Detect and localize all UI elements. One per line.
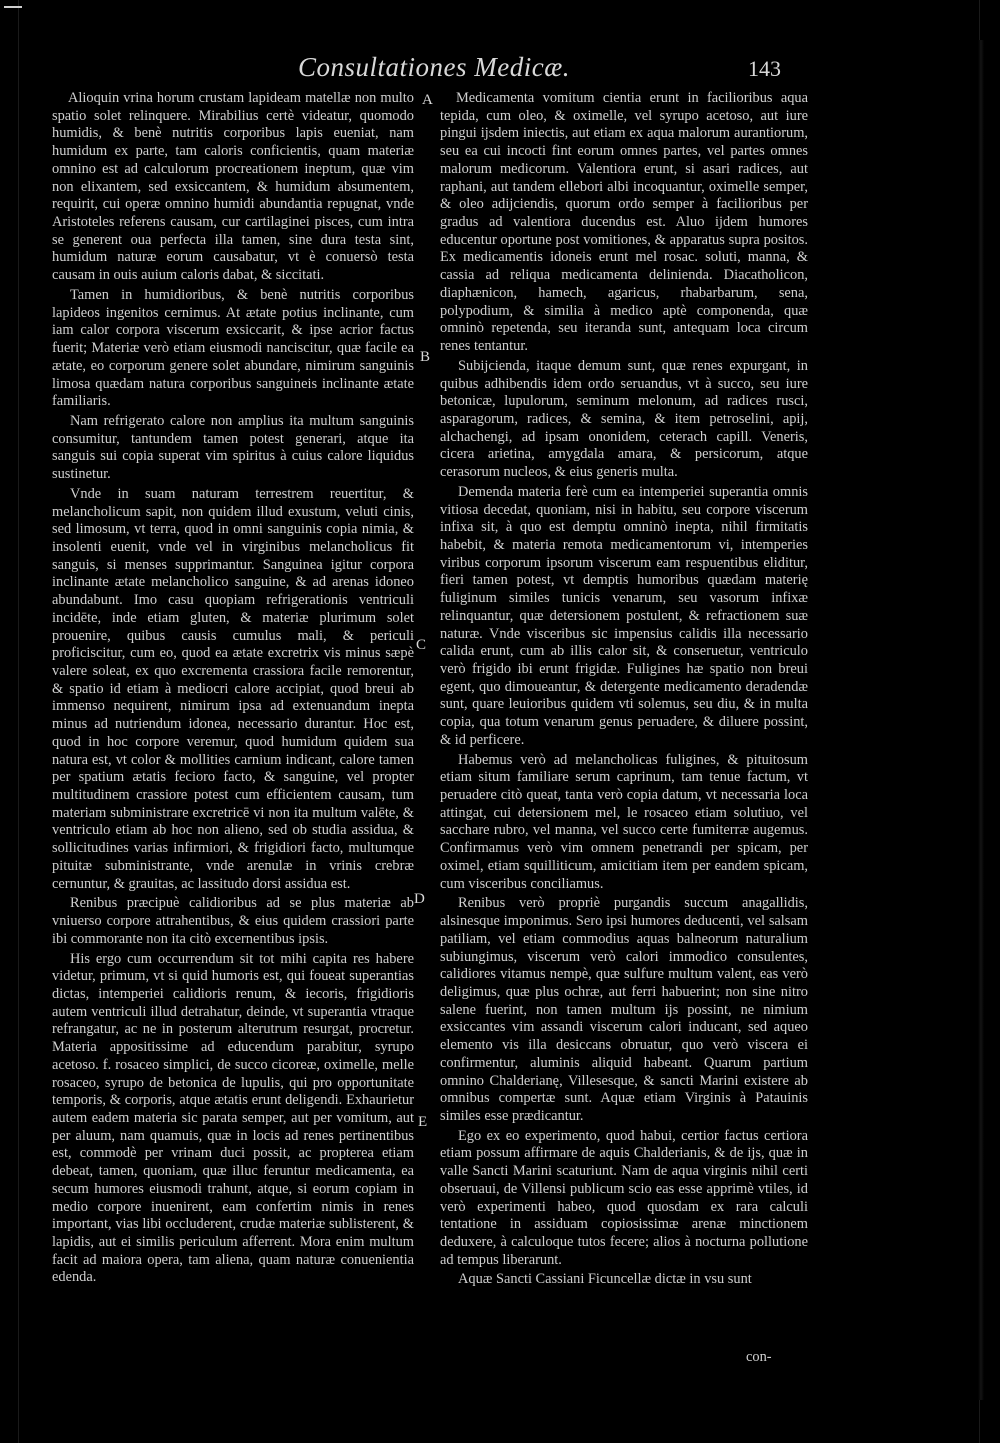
paragraph: Aquæ Sancti Cassiani Ficuncellæ dictæ in vsu sunt bbox=[458, 1271, 752, 1288]
paragraph: Medicamenta vomitum cientia erunt in facilioribus aqua tepida, cum oleo, & oximelle, vel syrupo acetoso, aut iure pingui ijsdem iniectis, aut etiam ex aqua malorum aurantiorum, seu ea cui incocti fint eorum omnes partes, vel partes omnes malorum medicorum. Valentiora erunt, si asari radices, aut raphani, aut tandem ellebori albi incoquantur, oximelle semper, & oleo adijciendis, quorum ordo semper à facilioribus per gradus ad valentiora ducendus est. Aluo ijdem humores educentur oportune post vomitiones, & apparatus supra positos. Ex medicamentis idoneis erunt mel rosac. soluti, manna, & cassia ad reliqua medicamenta delinienda. Diacatholicon, diaphænicon, hamech, agaricus, rhabarbarum, sena, polypodium, & similia à medico aptè componenda, quæ omninò repetenda, seu iteranda sunt, antequam loca circum renes tentantur. bbox=[440, 90, 808, 355]
margin-letter-d: D bbox=[414, 891, 425, 907]
corner-mark bbox=[4, 6, 22, 8]
paragraph: Renibus verò propriè purgandis succum anagallidis, alsinesque imponimus. Sero ipsi humores deducenti, vel salsam patiliam, vel etiam commodius aquas balneorum naturalium subiungimus, viscerum verò calori immodico consulentes, calidiores vitamus nempè, quæ sulfure multum valent, eas verò deligimus, quæ plus ochræ, aut ferri habuerint; non sine nitro salene fuerint, non tamen multum ijs possint, ne nimium exsiccantes vim assandi viscerum calori inducant, sed aqueo elemento vis illa desiccans obruatur, quo verò viscera ei confirmentur, aluminis aliquid habeant. Quarum partium omnino Chalderianę, Villesesque, & sancti Marini existere ab omnibus compertæ sunt. Aquæ etiam Virginis à Patauinis similes esse prædicantur. bbox=[440, 895, 808, 1124]
paragraph: Habemus verò ad melancholicas fuligines, & pituitosum etiam situm familiare serum caprinum, tam tenue factum, vt peruadere citò queat, tanta verò copia datum, vt necessaria loca attingat, cui detersionem mel, le rosaceo etiam solutiuo, vel sacchare rubro, vel manna, vel succo certe fumiterræ augemus. Confirmamus verò vim omnem penetrandi per spicam, per oximel, etiam squilliticum, amicitiam item per eandem spicam, cum visceribus conciliamus. bbox=[440, 751, 808, 892]
paragraph: Tamen in humidioribus, & benè nutritis corporibus lapideos ingenitos cernimus. At ætate potius inclinante, cum iam calor corpora viscerum exsiccarit, & ipse acrior factus fuerit; Materiæ verò etiam eiusmodi nanciscitur, quæ facile ea ætate, eo corporum genere solet abundare, nimirum sanguinis limosa quædam natura corporibus sanguineis inclinante ætate familiaris. bbox=[52, 286, 414, 410]
paragraph: Demenda materia ferè cum ea intemperiei superantia omnis vitiosa decedat, quoniam, nisi in habitu, seu corpore viscerum infixa sit, à quo est demptu omninò inepta, nihil firmitatis habebit, & materia remota medicamentorum vi, intemperies viribus corporum ipsorum viscerum eam respuentibus eliditur, fieri tamen potest, vt demptis humoribus quædam materię fuliginum similes tunicis venarum, seu vasorum infixæ relinquantur, quæ detersionem postulent, & refractionem suæ naturæ. Vnde visceribus sic impensius calidis illa necessario calida erunt, cum ab illis calor sit, & conseruetur, ventriculo verò frigido ibi erunt frigidæ. Fuligines hæ spatio non breui egent, quo dimoueantur, & detergente medicamento deradendæ sunt, quare leuioribus quidem vti solemus, seu diu, & in multa copia, qua totum venarum genus peruadere, & diluere possint, & id perficere. bbox=[440, 483, 808, 748]
right-column bbox=[440, 90, 808, 1291]
running-title: Consultationes Medicæ. bbox=[298, 52, 570, 82]
left-column bbox=[52, 90, 414, 1289]
page-number: 143 bbox=[748, 56, 781, 81]
catchword: con- bbox=[746, 1349, 772, 1365]
paragraph: Vnde in suam naturam terrestrem reuertitur, & melancholicum sapit, non quidem illud exustum, veluti cinis, sed limosum, vt terra, quod in omni sanguinis copia nimia, & insolenti euenit, vnde vel in virginibus melancholicus fit sanguis, si menses supprimantur. Sanguinea igitur corpora inclinante ætate melancholico sanguine, & ad arenas idoneo abundabunt. Imo casu quopiam refrigerationis ventriculi incidēte, inde etiam gluten, & materiæ plurimum solet prouenire, quibus causis cumulus mali, & periculi proficiscitur, cum eo, quod ea ætate excretrix vis minus sæpè valere soleat, ex quo excrementa crassiora facile remorentur, & spatio id etiam à mediocri calore accipiat, quod breui ab immenso nequirent, nimirum ipsa ad extenuandum inepta minus ad nutriendum idonea, necessario durantur. Hoc est, quod in hoc corpore veremur, quod humidum quidem sua natura est, vt color & mollities carnium indicant, calore tamen per spatium ætatis fecioro facto, & sanguine, vel propter multitudinem crassiore potest cum efficientem causam, tum materiam subministrare excretricē vi non ita multum valēte, & ventriculo etiam ab hoc non alieno, sed ob studia assidua, & sollicitudines varias infirmiori, & frigidiori facto, multumque pituitæ subministrante, vnde arenulæ in vrinis crebræ cernuntur, & grauitas, ac lassitudo dorsi assidua est. bbox=[52, 485, 414, 892]
paragraph: Alioquin vrina horum crustam lapideam matellæ non multo spatio solet relinquere. Mirabilius certè videatur, quomodo humidis, & benè nutritis corporibus lapis eueniat, nam humidum ex parte, tam caloris conficientis, quam materiæ omnino est ad calculorum procreationem ineptum, quæ vim non elixantem, sed exsiccantem, & humidum absumentem, requirit, cui operæ omnino humidi abundantia repugnat, vnde Aristoteles referens causam, cur cartilaginei pisces, cum intra se generent oua perfecta illa tamen, sine dura testa sint, humidum naturæ eorum causabatur, vt è conuersò testa causam in ouis auium caloris dabat, & siccitati. bbox=[52, 90, 414, 284]
paragraph: Subijcienda, itaque demum sunt, quæ renes expurgant, in quibus adhibendis idem ordo seruandus, vt à succo, seu iure betonicæ, lupulorum, seminum melonum, ad radices rusci, asparagorum, radices, & semina, & item petroselini, apij, alchachengi, ad ipsam ononidem, ceterach capill. Veneris, cicera arietina, amygdala amara, & persicorum, atque cerasorum nucleos, & eius generis multa. bbox=[440, 357, 808, 481]
paragraph: His ergo cum occurrendum sit tot mihi capita res habere videtur, primum, vt si quid humoris est, qui foueat superantias dictas, intemperiei calidioris renum, & iecoris, frigidioris autem ventriculi illud detrahatur, deinde, vt superantia vtraque refrangatur, ac ne in posterum alterutrum resurgat, procretur. Materia appositissime ad educendum parabitur, syrupo acetoso. f. rosaceo simplici, de succo cicoreæ, oximelle, melle rosaceo, syrupo de betonica de lupulis, qui pro opportunitate temporis, & corporis, atque ætatis erunt deligendi. Exhaurietur autem eadem materia sic parata semper, aut per vomitum, aut per aluum, nam quamuis, quæ in locis ad renes pertinentibus est, commodè per vrinam duci possit, ac propterea etiam debeat, tamen, quoniam, quæ illuc feruntur medicamenta, ea secum humores eiusmodi trahunt, atque, si eorum copiam in medio corpore inuenirent, eam confertim nimis in renes important, vias libi occluderent, crudæ materiæ sublisterent, & lapidis, aut ei similis periculum afferrent. Mora enim multum facit ad maiora opera, tam aliena, quam naturæ conuenientia edenda. bbox=[52, 950, 414, 1286]
margin-letter-b: B bbox=[420, 349, 431, 365]
margin-letter-c: C bbox=[416, 637, 427, 653]
page-header bbox=[0, 52, 1000, 86]
paragraph: Ego ex eo experimento, quod habui, certior factus certiora etiam possum affirmare de aquis Chalderianis, & de ijs, quæ in valle Sancti Marini scaturiunt. Nam de aqua virginis nihil certi obseruaui, de Villensi publicum scio eas esse apprimè vtiles, id verò experimenti habeo, quod quosdam ex rara calculi tentatione in assiduam copiosissimæ arenæ minctionem deduxere, à calculoque tutos fecere; alios à nocturna pollutione ad tempus liberarunt. bbox=[440, 1127, 808, 1268]
page-edge-shadow bbox=[978, 40, 984, 1400]
margin-letter-e: E bbox=[418, 1114, 428, 1130]
paragraph: Renibus præcipuè calidioribus ad se plus materiæ ab vniuerso corpore attrahentibus, & eius quidem crassiori parte ibi commorante non ita citò excernentibus ipsis. bbox=[52, 895, 414, 947]
margin-letter-a: A bbox=[422, 92, 433, 108]
paragraph: Nam refrigerato calore non amplius ita multum sanguinis consumitur, tantundem tamen potest generari, atque ita sanguis sui copia superat vim spiritus à cuius calore liquidus sustinetur. bbox=[52, 412, 414, 483]
